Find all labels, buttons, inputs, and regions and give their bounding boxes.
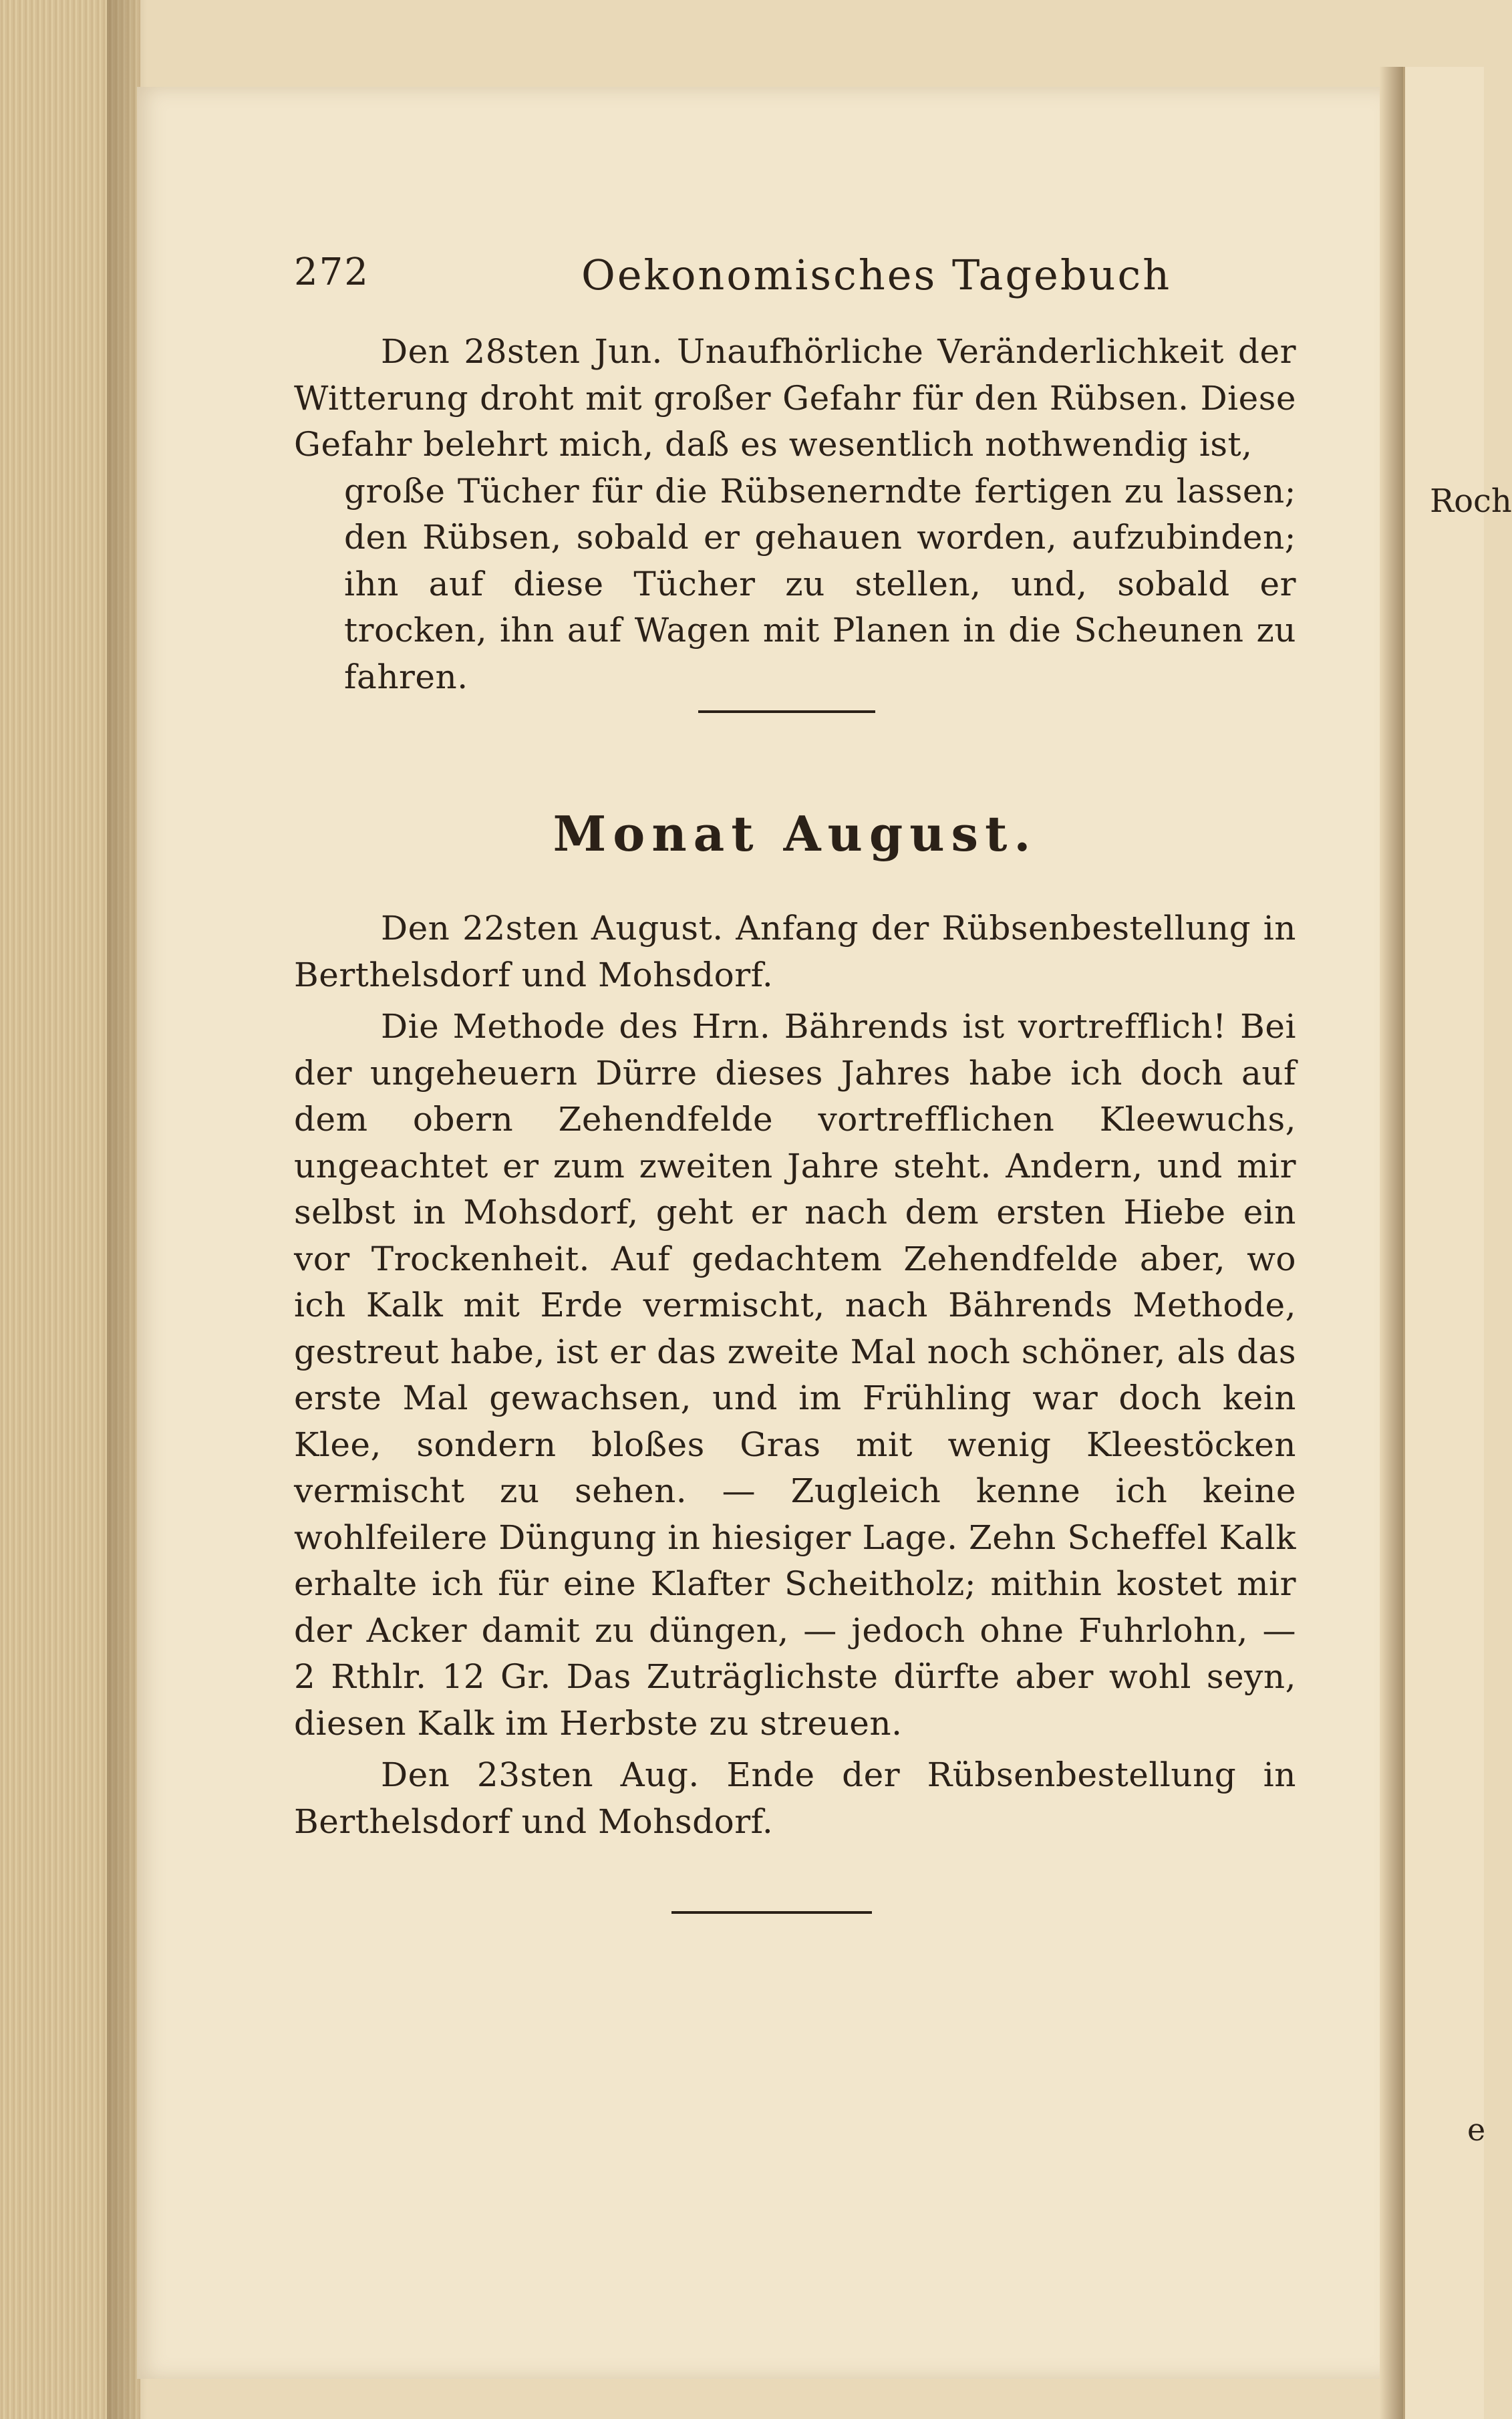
entry-bahrends-method: Die Methode des Hrn. Bährends ist vortrefflich! Bei der ungeheuern Dürre dieses Jahres habe ich doch auf dem obern Zehendfelde vortrefflichen Kleewuchs, ungeachtet er zum zweiten Jahre steht. Andern, und mir selbst in Mohsdorf, geht er nach dem ersten Hiebe ein vor Trockenheit. Auf gedachtem Zehendfelde aber, wo ich Kalk mit Erde vermischt, nach Bährends Methode, gestreut habe, ist er das zweite Mal noch schöner, als das erste Mal gewachsen, und im Frühling war doch kein Klee, sondern bloßes Gras mit wenig Kleestöcken vermischt zu sehen. — Zugleich kenne ich keine wohlfeilere Düngung in hiesiger Lage. Zehn Scheffel Kalk erhalte ich für eine Klafter Scheitholz; mithin kostet mir der Acker damit zu düngen, — jedoch ohne Fuhrlohn, — 2 Rthlr. 12 Gr. Das Zuträglichste dürfte aber wohl seyn, diesen Kalk im Herbste zu streuen. (294, 1007, 1296, 1743)
entry-june-28-quote: große Tücher für die Rübsenerndte fertigen zu lassen; den Rübsen, sobald er gehauen worden, aufzubinden; ihn auf diese Tücher zu stellen, und, sobald er trocken, ihn auf Wagen mit Planen in die Scheunen zu fahren. (344, 471, 1296, 696)
book-gutter (1380, 67, 1406, 2419)
entry-june-28 (294, 329, 1296, 700)
facing-page-word: Roch (1430, 482, 1512, 520)
month-heading: Monat August. (553, 805, 1038, 862)
end-divider (671, 1911, 872, 1914)
running-title: Oekonomisches Tagebuch (581, 251, 1172, 299)
entry-august-23: Den 23sten Aug. Ende der Rübsenbestellung in Berthelsdorf und Mohsdorf. (294, 1755, 1296, 1841)
entry-august-22: Den 22sten August. Anfang der Rübsenbestellung in Berthelsdorf und Mohsdorf. (294, 909, 1296, 994)
section-divider (698, 710, 875, 713)
august-entries (294, 905, 1296, 1850)
page-header (294, 251, 1356, 304)
entry-june-28-intro: Den 28sten Jun. Unaufhörliche Veränderlichkeit der Witterung droht mit großer Gefahr für den Rübsen. Diese Gefahr belehrt mich, daß es wesentlich nothwendig ist, (294, 332, 1296, 464)
facing-page-letter: e (1467, 2112, 1486, 2148)
page-number: 272 (294, 251, 369, 294)
facing-page (1403, 67, 1484, 2419)
